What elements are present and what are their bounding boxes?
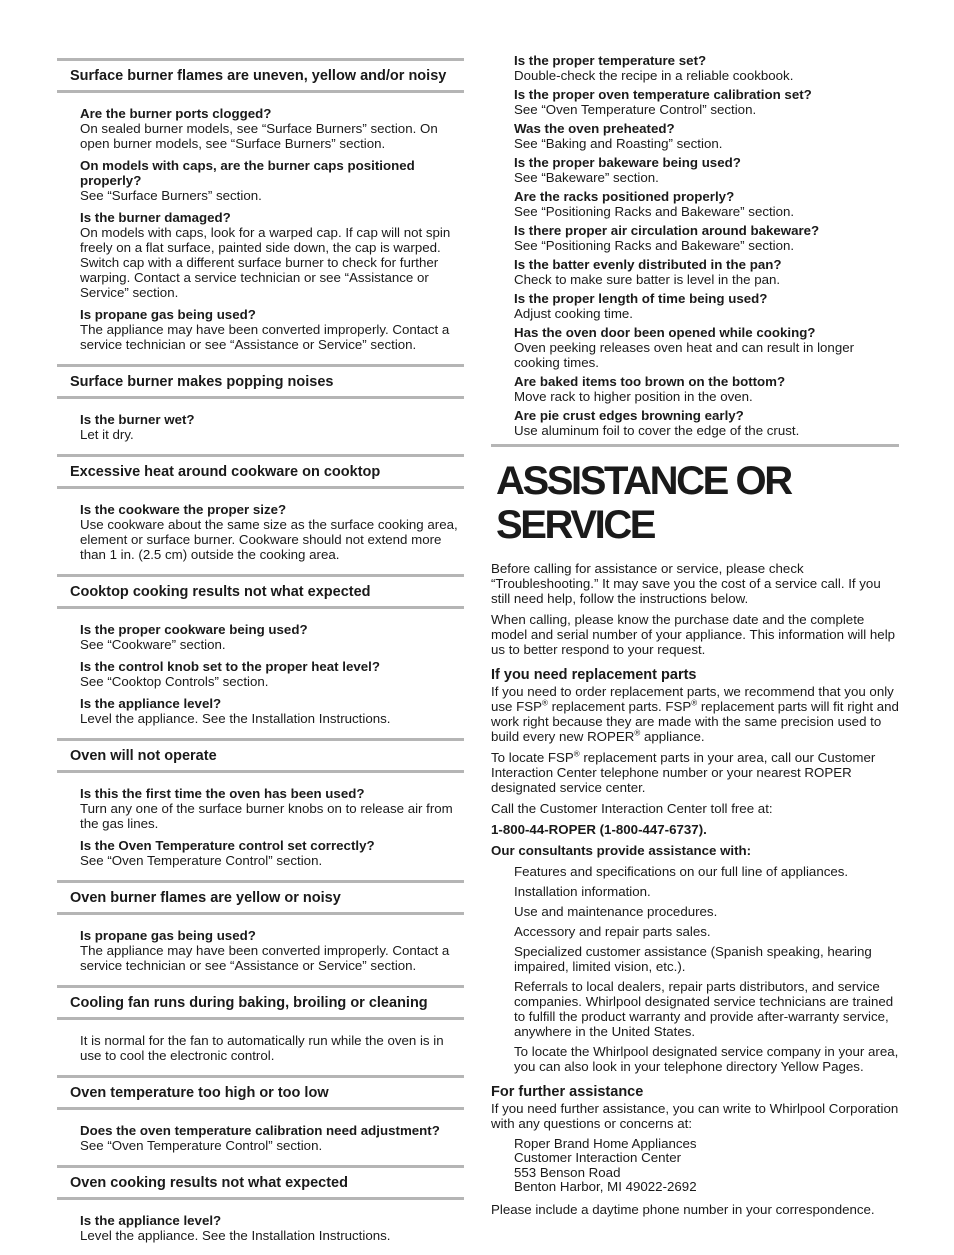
- assistance-list: [491, 864, 899, 1074]
- question: Is the burner wet?: [80, 412, 195, 427]
- question: Are baked items too brown on the bottom?: [514, 374, 786, 389]
- section-body: [57, 93, 464, 364]
- answer: On sealed burner models, see “Surface Burners” section. On open burner models, see “Surface Burners” section.: [80, 121, 438, 151]
- section-body: [57, 489, 464, 574]
- answer: Oven peeking releases oven heat and can result in longer cooking times.: [514, 340, 855, 370]
- question: Is the proper bakeware being used?: [514, 155, 741, 170]
- list-item: To locate the Whirlpool designated service company in your area, you can also look in your telephone directory Yellow Pages.: [514, 1044, 899, 1074]
- question: Is the batter evenly distributed in the pan?: [514, 257, 782, 272]
- answer: See “Bakeware” section.: [514, 170, 659, 185]
- section-body: [57, 773, 464, 880]
- question: Does the oven temperature calibration need adjustment?: [80, 1123, 440, 1138]
- section-body: [57, 609, 464, 738]
- answer: Use cookware about the same size as the surface cooking area, element or surface burner. Cookware should not extend more than 1 in. (2.5 cm) outside the cooking area.: [80, 517, 458, 562]
- replacement-parts-heading: If you need replacement parts: [491, 667, 697, 683]
- question: Is propane gas being used?: [80, 928, 256, 943]
- further-assistance-heading: For further assistance: [491, 1084, 644, 1100]
- list-item: Referrals to local dealers, repair parts distributors, and service companies. Whirlpool designated service technicians are trained to fulfill the product warranty and provide after-warranty service, anywhere in the United States.: [514, 979, 894, 1039]
- phone-number: 1-800-44-ROPER (1-800-447-6737).: [491, 822, 707, 837]
- question: Is the proper cookware being used?: [80, 622, 308, 637]
- question: Is propane gas being used?: [80, 307, 256, 322]
- list-item: Use and maintenance procedures.: [514, 904, 718, 919]
- call-center-line: Call the Customer Interaction Center toll free at:: [491, 801, 773, 816]
- question: Is the cookware the proper size?: [80, 502, 287, 517]
- answer: See “Oven Temperature Control” section.: [80, 853, 323, 868]
- locate-parts-paragraph: To locate FSP® replacement parts in your area, call our Customer Interaction Center telephone number or your nearest ROPER designated service center.: [491, 749, 876, 795]
- list-item: Specialized customer assistance (Spanish speaking, hearing impaired, limited vision, etc.).: [514, 944, 872, 974]
- further-assistance-paragraph: If you need further assistance, you can write to Whirlpool Corporation with any questions or concerns at:: [491, 1101, 899, 1131]
- answer: Level the appliance. See the Installation Instructions.: [80, 1228, 391, 1243]
- answer: It is normal for the fan to automatically run while the oven is in use to cool the electronic control.: [80, 1033, 444, 1063]
- question: Is the Oven Temperature control set correctly?: [80, 838, 375, 853]
- answer: See “Cookware” section.: [80, 637, 226, 652]
- question: Has the oven door been opened while cooking?: [514, 325, 816, 340]
- section-heading: Oven temperature too high or too low: [57, 1075, 464, 1110]
- question: Was the oven preheated?: [514, 121, 675, 136]
- section-body: [57, 1200, 464, 1255]
- question: Is there proper air circulation around bakeware?: [514, 223, 820, 238]
- oven-results-list: [491, 53, 899, 438]
- closing-note: Please include a daytime phone number in your correspondence.: [491, 1202, 875, 1218]
- section-heading: Cooling fan runs during baking, broiling or cleaning: [57, 985, 464, 1020]
- answer: See “Positioning Racks and Bakeware” section.: [514, 238, 795, 253]
- question: Is the proper oven temperature calibration set?: [514, 87, 812, 102]
- answer: Let it dry.: [80, 427, 134, 442]
- section-heading: Oven burner flames are yellow or noisy: [57, 880, 464, 915]
- question: On models with caps, are the burner caps positioned properly?: [80, 158, 415, 188]
- troubleshooting-left-column: [57, 58, 464, 1255]
- address-line: 553 Benson Road: [514, 1164, 621, 1180]
- answer: See “Baking and Roasting” section.: [514, 136, 723, 151]
- answer: See “Cooktop Controls” section.: [80, 674, 269, 689]
- question: Is the appliance level?: [80, 696, 222, 711]
- section-heading: Cooktop cooking results not what expected: [57, 574, 464, 609]
- address-line: Customer Interaction Center: [514, 1150, 682, 1166]
- address-line: Benton Harbor, MI 49022-2692: [514, 1178, 697, 1194]
- answer: See “Surface Burners” section.: [80, 188, 262, 203]
- section-body: [57, 1020, 464, 1075]
- assistance-title: ASSISTANCE OR SERVICE: [496, 459, 791, 547]
- answer: See “Oven Temperature Control” section.: [514, 102, 757, 117]
- list-item: Accessory and repair parts sales.: [514, 924, 711, 939]
- assistance-intro-1: Before calling for assistance or service, please check “Troubleshooting.” It may save you the cost of a service call. If you still need help, follow the instructions below.: [491, 561, 881, 606]
- list-item: Installation information.: [514, 884, 651, 899]
- answer: Level the appliance. See the Installation Instructions.: [80, 711, 391, 726]
- question: Is the appliance level?: [80, 1213, 222, 1228]
- answer: Adjust cooking time.: [514, 306, 633, 321]
- section-heading: Surface burner flames are uneven, yellow and/or noisy: [57, 58, 464, 93]
- replacement-parts-paragraph: If you need to order replacement parts, we recommend that you only use FSP® replacement parts. FSP® replacement parts will fit right and work right because they are made with the same precision used to build every new ROPER® appliance.: [491, 684, 899, 744]
- answer: The appliance may have been converted improperly. Contact a service technician or see “Assistance or Service” section.: [80, 322, 450, 352]
- right-column: [491, 53, 899, 1223]
- answer: The appliance may have been converted improperly. Contact a service technician or see “Assistance or Service” section.: [80, 943, 450, 973]
- question: Is the burner damaged?: [80, 210, 231, 225]
- question: Are the racks positioned properly?: [514, 189, 735, 204]
- question: Are the burner ports clogged?: [80, 106, 272, 121]
- question: Is this the first time the oven has been used?: [80, 786, 365, 801]
- section-body: [57, 399, 464, 454]
- answer: Double-check the recipe in a reliable cookbook.: [514, 68, 794, 83]
- assistance-intro-2: When calling, please know the purchase date and the complete model and serial number of your appliance. This information will help us to better respond to your request.: [491, 612, 896, 657]
- answer: See “Positioning Racks and Bakeware” section.: [514, 204, 795, 219]
- section-heading: Surface burner makes popping noises: [57, 364, 464, 399]
- section-heading: Excessive heat around cookware on cooktop: [57, 454, 464, 489]
- list-item: Features and specifications on our full line of appliances.: [514, 864, 849, 879]
- address-line: Roper Brand Home Appliances: [514, 1136, 697, 1151]
- answer: Check to make sure batter is level in the pan.: [514, 272, 781, 287]
- question: Is the control knob set to the proper heat level?: [80, 659, 380, 674]
- section-divider: [491, 444, 899, 447]
- question: Are pie crust edges browning early?: [514, 408, 744, 423]
- answer: Use aluminum foil to cover the edge of the crust.: [514, 423, 800, 438]
- question: Is the proper temperature set?: [514, 53, 707, 68]
- section-heading: Oven will not operate: [57, 738, 464, 773]
- consultants-heading: Our consultants provide assistance with:: [491, 843, 752, 858]
- question: Is the proper length of time being used?: [514, 291, 768, 306]
- answer: Turn any one of the surface burner knobs on to release air from the gas lines.: [80, 801, 453, 831]
- answer: Move rack to higher position in the oven.: [514, 389, 753, 404]
- answer: On models with caps, look for a warped cap. If cap will not spin freely on a flat surface, painted side down, the cap is warped. Switch cap with a different surface burner to check for further warping. Contact a service technician or see “Assistance or Service” section.: [80, 225, 451, 300]
- section-heading: Oven cooking results not what expected: [57, 1165, 464, 1200]
- section-body: [57, 1110, 464, 1165]
- section-body: [57, 915, 464, 985]
- mailing-address: [514, 1137, 899, 1194]
- answer: See “Oven Temperature Control” section.: [80, 1138, 323, 1153]
